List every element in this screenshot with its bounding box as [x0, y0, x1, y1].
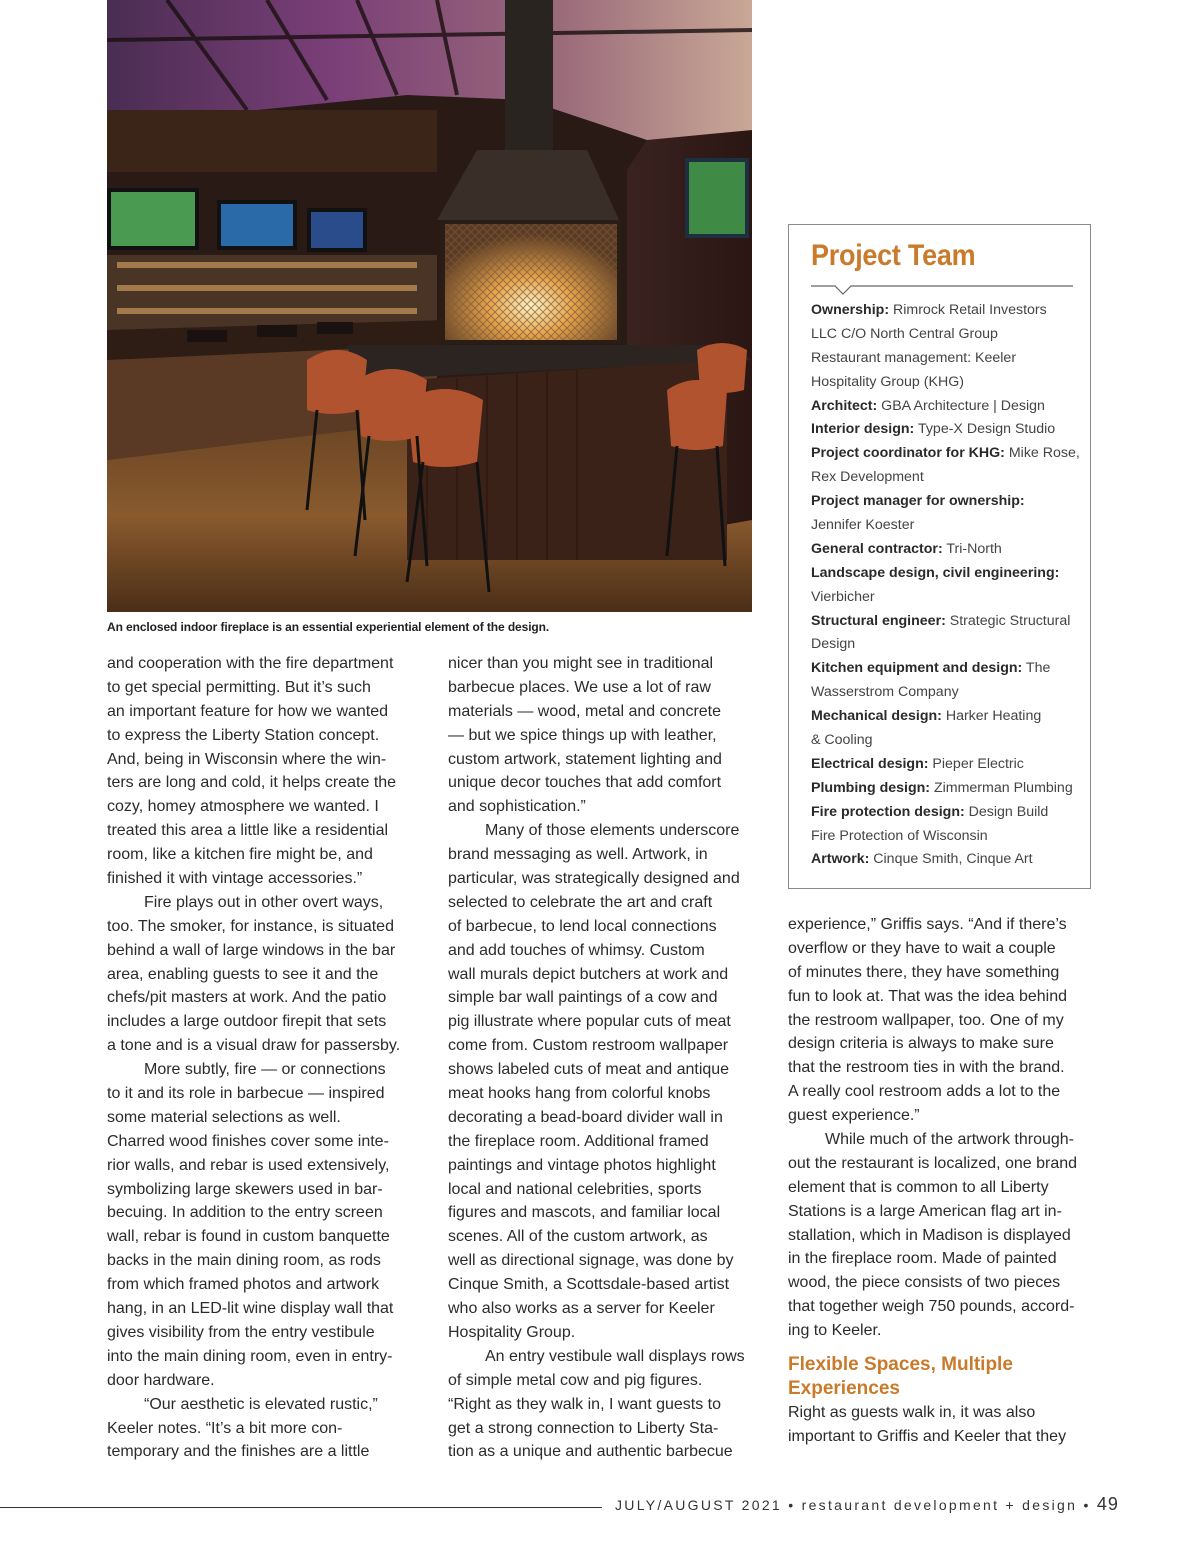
- body-text-line: rior walls, and rebar is used extensively,: [107, 1156, 390, 1174]
- body-text-line: brand messaging as well. Artwork, in: [448, 846, 708, 864]
- body-text-line: Stations is a large American flag art in-: [788, 1202, 1062, 1220]
- credit-line: [811, 777, 1086, 801]
- credit-name: Design Build: [964, 803, 1049, 820]
- body-text-line: Right as guests walk in, it was also: [788, 1404, 1036, 1422]
- body-text-line: scenes. All of the custom artwork, as: [448, 1228, 708, 1246]
- body-text-line: to express the Liberty Station concept.: [107, 726, 380, 744]
- body-text-line: Cinque Smith, a Scottsdale-based artist: [448, 1276, 730, 1294]
- title-rule-with-notch: [811, 284, 1073, 298]
- body-text-line: who also works as a server for Keeler: [448, 1300, 715, 1318]
- body-text-line: figures and mascots, and familiar local: [448, 1204, 721, 1222]
- body-text-line: stallation, which in Madison is displayed: [788, 1226, 1071, 1244]
- body-text-line: simple bar wall paintings of a cow and: [448, 989, 718, 1007]
- body-text-line: the restroom wallpaper, too. One of my: [788, 1011, 1064, 1029]
- body-text-line: includes a large outdoor firepit that sets: [107, 1013, 387, 1031]
- credit-line: [811, 323, 1086, 347]
- credit-name: GBA Architecture | Design: [877, 397, 1045, 414]
- page-footer: [615, 1494, 1119, 1515]
- credit-name: Cinque Smith, Cinque Art: [869, 851, 1033, 868]
- credit-line: [811, 753, 1086, 777]
- body-text-line: fun to look at. That was the idea behind: [788, 987, 1068, 1005]
- page-number: 49: [1096, 1494, 1119, 1514]
- credit-role: Project coordinator for KHG:: [811, 445, 1005, 462]
- body-text-line: to it and its role in barbecue — inspired: [107, 1085, 385, 1103]
- credit-name: Restaurant management: Keeler: [811, 349, 1017, 366]
- footer-separator: •: [1083, 1497, 1091, 1513]
- body-text-line: the fireplace room. Additional framed: [448, 1132, 709, 1150]
- body-text-line: local and national celebrities, sports: [448, 1180, 702, 1198]
- credit-line: [811, 514, 1086, 538]
- body-text-line: that the restroom ties in with the brand.: [788, 1059, 1065, 1077]
- body-column-1: [107, 652, 417, 1464]
- body-text-line: meat hooks hang from colorful knobs: [448, 1085, 711, 1103]
- body-text-line: and add touches of whimsy. Custom: [448, 941, 705, 959]
- credit-name: Harker Heating: [941, 708, 1042, 725]
- credit-name: Strategic Structural: [945, 612, 1071, 629]
- credit-line: [811, 825, 1086, 849]
- credit-line: [811, 610, 1086, 634]
- credit-name: & Cooling: [811, 732, 873, 749]
- body-text-line: door hardware.: [107, 1371, 215, 1389]
- credit-line: [811, 657, 1086, 681]
- body-text-line: becuing. In addition to the entry screen: [107, 1204, 383, 1222]
- body-text-line: tion as a unique and authentic barbecue: [448, 1443, 733, 1461]
- body-text-line: treated this area a little like a residential: [107, 822, 389, 840]
- body-text-line: particular, was strategically designed and: [448, 870, 740, 888]
- credit-line: [811, 801, 1086, 825]
- footer-issue: JULY/AUGUST 2021: [615, 1497, 783, 1513]
- body-text-line: to get special permitting. But it’s such: [107, 678, 371, 696]
- credit-line: [811, 705, 1086, 729]
- body-text-line: cozy, homey atmosphere we wanted. I: [107, 798, 379, 816]
- credit-line: [811, 395, 1086, 419]
- body-text-line: And, being in Wisconsin where the win-: [107, 750, 387, 768]
- credit-role: Landscape design, civil engineering:: [811, 564, 1060, 581]
- body-text-line: ing to Keeler.: [788, 1322, 882, 1340]
- body-text-line: overflow or they have to wait a couple: [788, 939, 1056, 957]
- credit-line: [811, 562, 1086, 586]
- body-text-line: room, like a kitchen fire might be, and: [107, 846, 373, 864]
- body-text-line: guest experience.”: [788, 1107, 920, 1125]
- body-text-line: in the fireplace room. Made of painted: [788, 1250, 1057, 1268]
- footer-separator: •: [788, 1497, 796, 1513]
- body-text-line: decorating a bead-board divider wall in: [448, 1108, 723, 1126]
- photo-caption: An enclosed indoor fireplace is an essential experiential element of the design.: [107, 620, 550, 634]
- credit-line: [811, 418, 1086, 442]
- credit-name: Jennifer Koester: [811, 517, 915, 534]
- body-text-line: chefs/pit masters at work. And the patio: [107, 989, 387, 1007]
- credit-role: Structural engineer:: [811, 612, 946, 629]
- credit-line: [811, 347, 1086, 371]
- credit-name: Fire Protection of Wisconsin: [811, 827, 988, 844]
- credit-line: [811, 442, 1086, 466]
- body-text-line: into the main dining room, even in entry-: [107, 1347, 393, 1365]
- body-text-line: selected to celebrate the art and craft: [448, 893, 713, 911]
- body-text-line: An entry vestibule wall displays rows: [485, 1347, 745, 1365]
- body-text-line: Many of those elements underscore: [485, 822, 740, 840]
- credit-name: Wasserstrom Company: [811, 684, 959, 701]
- body-text-line: some material selections as well.: [107, 1108, 341, 1126]
- credit-role: Ownership:: [811, 302, 890, 318]
- credit-name: Type-X Design Studio: [914, 421, 1056, 438]
- body-text-line: design criteria is always to make sure: [788, 1035, 1054, 1053]
- body-text-line: important to Griffis and Keeler that they: [788, 1427, 1067, 1445]
- credit-name: Rimrock Retail Investors: [889, 302, 1047, 318]
- body-text-line: a tone and is a visual draw for passersby.: [107, 1037, 401, 1055]
- body-text-line: “Right as they walk in, I want guests to: [448, 1395, 722, 1413]
- body-text-line: element that is common to all Liberty: [788, 1178, 1049, 1196]
- credit-role: Kitchen equipment and design:: [811, 660, 1023, 677]
- body-text-line: out the restaurant is localized, one brand: [788, 1154, 1078, 1172]
- credit-name: Pieper Electric: [928, 755, 1024, 772]
- sidebar-title: Project Team: [811, 239, 976, 272]
- section-subhead-line-2: Experiences: [788, 1378, 900, 1400]
- body-text-line: come from. Custom restroom wallpaper: [448, 1037, 729, 1055]
- body-text-line: well as directional signage, was done by: [448, 1252, 734, 1270]
- body-text-line: materials — wood, metal and concrete: [448, 702, 722, 720]
- body-text-line: that together weigh 750 pounds, accord-: [788, 1298, 1075, 1316]
- body-text-line: gives visibility from the entry vestibule: [107, 1323, 375, 1341]
- credit-name: Vierbicher: [811, 588, 875, 605]
- body-text-line: symbolizing large skewers used in bar-: [107, 1180, 383, 1198]
- body-column-2: [448, 652, 758, 1464]
- body-text-line: wood, the piece consists of two pieces: [788, 1274, 1061, 1292]
- project-team-sidebar: [788, 224, 1091, 889]
- credit-line: [811, 466, 1086, 490]
- footer-publication: restaurant development + design: [801, 1497, 1078, 1513]
- body-text-line: paintings and vintage photos highlight: [448, 1156, 716, 1174]
- body-text-line: from which framed photos and artwork: [107, 1276, 380, 1294]
- body-text-line: finished it with vintage accessories.”: [107, 870, 363, 888]
- credit-name: Rex Development: [811, 469, 924, 486]
- body-text-line: and cooperation with the fire department: [107, 655, 394, 672]
- body-text-line: of minutes there, they have something: [788, 963, 1060, 981]
- body-text-line: While much of the artwork through-: [825, 1131, 1074, 1149]
- body-text-line: get a strong connection to Liberty Sta-: [448, 1419, 719, 1437]
- body-text-line: Hospitality Group.: [448, 1323, 576, 1341]
- body-text-line: A really cool restroom adds a lot to the: [788, 1083, 1061, 1101]
- credit-role: Architect:: [811, 397, 878, 414]
- body-text-line: barbecue places. We use a lot of raw: [448, 678, 711, 696]
- body-text-line: custom artwork, statement lighting and: [448, 750, 722, 768]
- credit-role: Electrical design:: [811, 755, 929, 772]
- body-text-line: experience,” Griffis says. “And if there’s: [788, 916, 1067, 933]
- body-text-line: of barbecue, to lend local connections: [448, 917, 717, 935]
- credit-role: Interior design:: [811, 421, 915, 438]
- fireplace-photo-illustration: [107, 0, 752, 612]
- body-text-line: “Our aesthetic is elevated rustic,”: [144, 1395, 378, 1413]
- credit-name: The: [1022, 660, 1051, 677]
- body-text-line: shows labeled cuts of meat and antique: [448, 1061, 730, 1079]
- body-text-line: wall murals depict butchers at work and: [448, 965, 729, 983]
- credit-line: [811, 538, 1086, 562]
- restaurant-fireplace-photo: [107, 0, 752, 612]
- credit-line: [811, 681, 1086, 705]
- credit-line: [811, 633, 1086, 657]
- credit-role: Plumbing design:: [811, 779, 931, 796]
- credit-line: [811, 490, 1086, 514]
- credit-name: Tri-North: [942, 540, 1002, 557]
- body-text-line: backs in the main dining room, as rods: [107, 1252, 381, 1270]
- credit-name: Zimmerman Plumbing: [930, 779, 1073, 796]
- body-text-line: an important feature for how we wanted: [107, 702, 389, 720]
- body-text-line: temporary and the finishes are a little: [107, 1443, 370, 1461]
- body-column-3: [788, 913, 1098, 1449]
- body-text-line: ters are long and cold, it helps create the: [107, 774, 397, 792]
- credit-role: General contractor:: [811, 540, 943, 557]
- body-text-line: behind a wall of large windows in the bar: [107, 941, 396, 959]
- credit-role: Fire protection design:: [811, 803, 965, 820]
- credit-name: Design: [811, 636, 856, 653]
- credit-line: [811, 848, 1086, 872]
- body-text-line: wall, rebar is found in custom banquette: [107, 1228, 390, 1246]
- body-text-line: nicer than you might see in traditional: [448, 655, 714, 672]
- body-text-line: pig illustrate where popular cuts of meat: [448, 1013, 731, 1031]
- credit-line: [811, 299, 1086, 323]
- credit-line: [811, 586, 1086, 610]
- body-text-line: More subtly, fire — or connections: [144, 1061, 386, 1079]
- body-text-line: Charred wood finishes cover some inte-: [107, 1132, 389, 1150]
- credit-name: Hospitality Group (KHG): [811, 373, 964, 390]
- body-text-line: hang, in an LED-lit wine display wall that: [107, 1300, 394, 1318]
- body-text-line: area, enabling guests to see it and the: [107, 965, 379, 983]
- credit-role: Mechanical design:: [811, 708, 942, 725]
- credits-list: [811, 299, 1086, 872]
- body-text-line: too. The smoker, for instance, is situated: [107, 917, 394, 935]
- credit-line: [811, 729, 1086, 753]
- credit-name: LLC C/O North Central Group: [811, 325, 998, 342]
- body-text-line: unique decor touches that add comfort: [448, 774, 722, 792]
- credit-role: Artwork:: [811, 851, 870, 868]
- section-subhead-line-1: Flexible Spaces, Multiple: [788, 1354, 1013, 1376]
- credit-name: Mike Rose,: [1004, 445, 1080, 462]
- footer-rule: [0, 1507, 602, 1508]
- body-text-line: Keeler notes. “It’s a bit more con-: [107, 1419, 343, 1437]
- body-text-line: Fire plays out in other overt ways,: [144, 893, 384, 911]
- body-text-line: and sophistication.”: [448, 798, 586, 816]
- body-text-line: — but we spice things up with leather,: [448, 726, 717, 744]
- credit-line: [811, 371, 1086, 395]
- body-text-line: of simple metal cow and pig figures.: [448, 1371, 703, 1389]
- credit-role: Project manager for ownership:: [811, 493, 1025, 510]
